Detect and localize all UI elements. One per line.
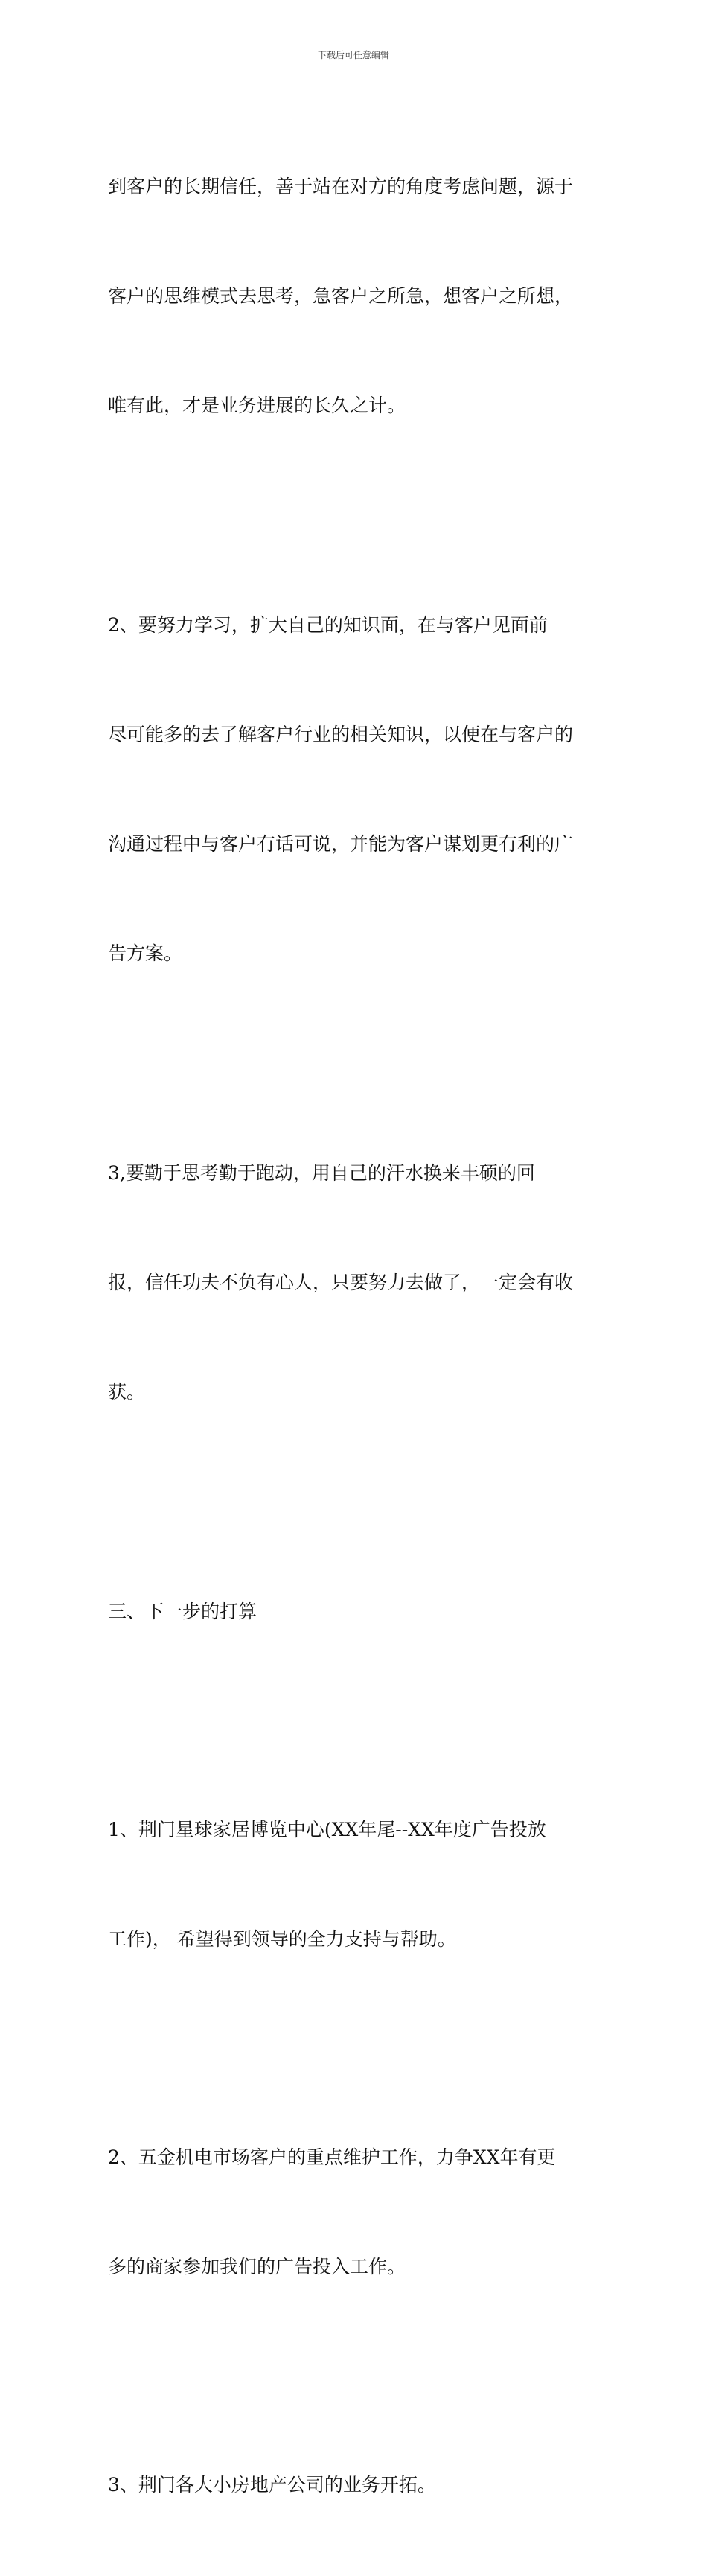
paragraph-plan-2 (108, 2066, 603, 2358)
paragraph-line: 获。 (108, 1381, 146, 1403)
paragraph-line: 沟通过程中与客户有话可说，并能为客户谋划更有利的广 (108, 833, 574, 855)
paragraph-learning (108, 534, 603, 1045)
paragraph-line: 尽可能多的去了解客户行业的相关知识，以便在与客户的 (108, 724, 574, 745)
paragraph-spacer (108, 1703, 603, 1738)
paragraph-line: 3、荆门各大小房地产公司的业务开拓。 (108, 2474, 436, 2496)
paragraph-spacer (108, 497, 603, 534)
paragraph-plan-1 (108, 1738, 603, 2030)
paragraph-trust (108, 95, 603, 497)
paragraph-line: 工作)， 希望得到领导的全力支持与帮助。 (108, 1928, 456, 1950)
section-heading-next-steps (108, 1520, 603, 1703)
paragraph-spacer (108, 1045, 603, 1082)
paragraph-line: 2、要努力学习，扩大自己的知识面，在与客户见面前 (108, 614, 548, 636)
paragraph-line: 告方案。 (108, 943, 183, 964)
paragraph-line: 客户的思维模式去思考，急客户之所急，想客户之所想， (108, 285, 574, 307)
paragraph-spacer (108, 1483, 603, 1520)
paragraph-line: 到客户的长期信任，善于站在对方的角度考虑问题，源于 (108, 176, 574, 197)
paragraph-diligence (108, 1082, 603, 1483)
paragraph-spacer (108, 2030, 603, 2066)
paragraph-line: 3,要勤于思考勤于跑动，用自己的汗水换来丰硕的回 (108, 1162, 535, 1184)
paragraph-line: 唯有此，才是业务进展的长久之计。 (108, 395, 406, 416)
page-header-note: 下载后可任意编辑 (317, 50, 389, 60)
paragraph-line: 1、荆门星球家居博览中心(XX年尾--XX年度广告投放 (108, 1819, 546, 1840)
paragraph-line: 报，信任功夫不负有心人，只要努力去做了，一定会有收 (108, 1272, 574, 1293)
paragraph-spacer (108, 2358, 603, 2394)
paragraph-line: 2、五金机电市场客户的重点维护工作，力争XX年有更 (108, 2146, 556, 2168)
document-body (108, 95, 603, 2576)
heading-line: 三、下一步的打算 (108, 1601, 257, 1622)
paragraph-line: 多的商家参加我们的广告投入工作。 (108, 2256, 406, 2277)
paragraph-plan-3 (108, 2394, 603, 2576)
